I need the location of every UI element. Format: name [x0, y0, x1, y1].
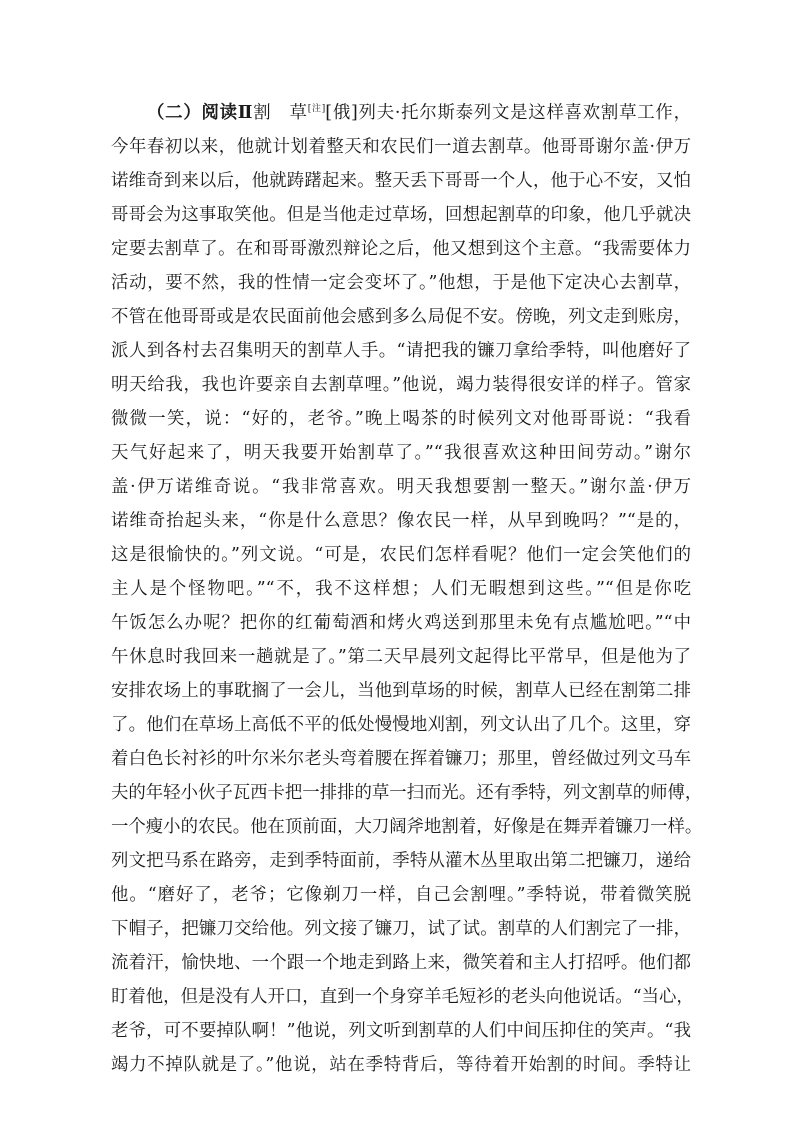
text-line: 盯着他，但是没有人开口，直到一个身穿羊毛短衫的老头向他说话。“当心， — [111, 987, 694, 1007]
text-line: 流着汗，愉快地、一个跟一个地走到路上来，微笑着和主人打招呼。他们都 — [111, 953, 691, 973]
text-line: 诺维奇抬起头来，“你是什么意思？像农民一样，从早到晚吗？”“是的， — [111, 511, 691, 531]
text-line: 一个瘦小的农民。他在顶前面，大刀阔斧地割着，好像是在舞弄着镰刀一样。 — [111, 817, 703, 837]
text-line: 竭力不掉队就是了。”他说，站在季特背后，等待着开始割的时间。季特让 — [111, 1055, 691, 1075]
section-label: （二）阅读Ⅱ — [147, 103, 254, 123]
text-line: 下帽子，把镰刀交给他。列文接了镰刀，试了试。割草的人们割完了一排， — [111, 919, 691, 939]
text-line: 午休息时我回来一趟就是了。”第二天早晨列文起得比平常早，但是他为了 — [111, 647, 691, 667]
text-line: 他。“磨好了，老爷；它像剃刀一样，自己会割哩。”季特说，带着微笑脱 — [111, 885, 691, 905]
article-body — [111, 96, 703, 1082]
text-line: 老爷，可不要掉队啊！”他说，列文听到割草的人们中间压抑住的笑声。“我 — [111, 1021, 691, 1041]
text-line: 诺维奇到来以后，他就踌躇起来。整天丢下哥哥一个人，他于心不安，又怕 — [111, 171, 691, 191]
text-line: 列文把马系在路旁，走到季特面前，季特从灌木丛里取出第二把镰刀，递给 — [111, 851, 691, 871]
text-line: 夫的年轻小伙子瓦西卡把一排排的草一扫而光。还有季特，列文割草的师傅， — [111, 783, 703, 803]
text-line: 着白色长衬衫的叶尔米尔老头弯着腰在挥着镰刀；那里，曾经做过列文马车 — [111, 749, 691, 769]
footnote-marker: [注] — [307, 104, 326, 114]
text-line: 微微一笑，说：“好的，老爷。”晚上喝茶的时候列文对他哥哥说：“我看 — [111, 409, 691, 429]
text-line: 今年春初以来，他就计划着整天和农民们一道去割草。他哥哥谢尔盖·伊万 — [111, 137, 691, 157]
text-line: 明天给我，我也许要亲自去割草哩。”他说，竭力装得很安详的样子。管家 — [111, 375, 691, 395]
text-line: 了。他们在草场上高低不平的低处慢慢地刈割，列文认出了几个。这里，穿 — [111, 715, 691, 735]
text-line: 午饭怎么办呢？把你的红葡萄酒和烤火鸡送到那里未免有点尴尬吧。”“中 — [111, 613, 691, 633]
article-title: 割 草 — [253, 103, 308, 123]
text-line: 这是很愉快的。”列文说。“可是，农民们怎样看呢？他们一定会笑他们的 — [111, 545, 691, 565]
text-line: 派人到各村去召集明天的割草人手。“请把我的镰刀拿给季特，叫他磨好了 — [111, 341, 691, 361]
heading-line — [111, 96, 691, 130]
text-line: 活动，要不然，我的性情一定会变坏了。”他想，于是他下定决心去割草， — [111, 273, 691, 293]
text-line: 安排农场上的事耽搁了一会儿，当他到草场的时候，割草人已经在割第二排 — [111, 681, 691, 701]
text-line: 盖·伊万诺维奇说。“我非常喜欢。明天我想要割一整天。”谢尔盖·伊万 — [111, 477, 691, 497]
text-line: 主人是个怪物吧。”“不，我不这样想；人们无暇想到这些。”“但是你吃 — [111, 579, 691, 599]
text-line: 不管在他哥哥或是农民面前他会感到多么局促不安。傍晚，列文走到账房， — [111, 307, 691, 327]
text-line: 天气好起来了，明天我要开始割草了。”“我很喜欢这种田间劳动。”谢尔 — [111, 443, 691, 463]
author-and-opening-text: [俄]列夫·托尔斯泰列文是这样喜欢割草工作， — [325, 103, 691, 123]
text-line: 哥哥会为这事取笑他。但是当他走过草场，回想起割草的印象，他几乎就决 — [111, 205, 691, 225]
text-line: 定要去割草了。在和哥哥激烈辩论之后，他又想到这个主意。“我需要体力 — [111, 239, 691, 259]
